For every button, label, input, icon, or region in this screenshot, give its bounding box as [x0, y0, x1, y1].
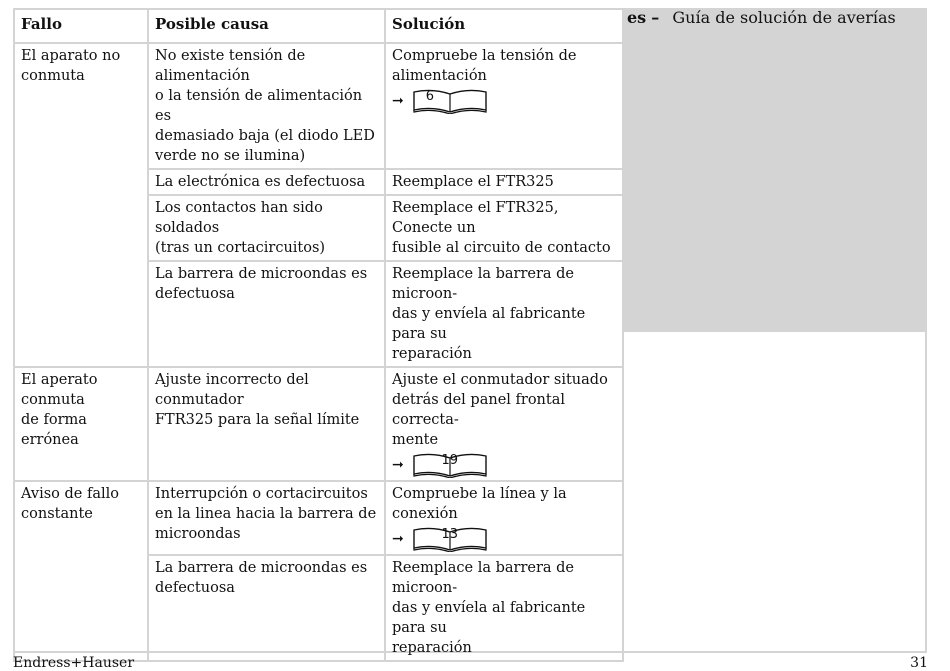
right-arrow-icon: ➞: [392, 531, 404, 547]
page-reference: [392, 452, 616, 478]
cause-text: La electrónica es defectuosa: [155, 174, 366, 190]
fault-text: Aviso de fallo constante: [21, 486, 119, 522]
header-cause: Posible causa: [148, 9, 385, 43]
cause-cell: [148, 481, 385, 555]
page-number: 31: [910, 655, 928, 671]
fault-cell: [14, 367, 148, 481]
section-dash: –: [651, 8, 660, 27]
troubleshooting-table: [13, 8, 624, 662]
cause-cell: [148, 195, 385, 261]
solution-cell: [385, 481, 623, 555]
fault-cell: [14, 43, 148, 367]
cause-text: Los contactos han sido soldados (tras un cortacircuitos): [155, 200, 326, 256]
section-language: es: [627, 8, 647, 27]
page-reference-number: 6: [425, 89, 435, 104]
section-side-panel: [622, 8, 927, 332]
solution-text: Reemplace la barrera de microon- das y envíela al fabricante para su reparación: [392, 266, 586, 362]
cause-text: La barrera de microondas es defectuosa: [155, 560, 368, 596]
page-reference-number: 13: [441, 527, 458, 542]
solution-text: Compruebe la línea y la conexión: [392, 486, 567, 522]
solution-cell: [385, 261, 623, 367]
solution-cell: [385, 43, 623, 169]
cause-cell: [148, 261, 385, 367]
solution-cell: [385, 195, 623, 261]
page-reference: [392, 526, 616, 552]
page-reference-number: 19: [441, 453, 458, 468]
table-row: [14, 43, 623, 169]
open-book-icon: [412, 88, 488, 114]
header-fault: Fallo: [14, 9, 148, 43]
solution-text: Compruebe la tensión de alimentación: [392, 48, 577, 84]
solution-cell: [385, 367, 623, 481]
solution-text: Ajuste el conmutador situado detrás del panel frontal correcta- mente: [392, 372, 608, 448]
cause-text: Ajuste incorrecto del conmutador FTR325 para la señal límite: [155, 372, 360, 428]
section-title: Guía de solución de averías: [672, 8, 896, 27]
section-header: [627, 8, 896, 28]
table-row: [14, 367, 623, 481]
solution-cell: [385, 555, 623, 661]
solution-cell: [385, 169, 623, 195]
cause-cell: [148, 169, 385, 195]
cause-cell: [148, 367, 385, 481]
cause-text: No existe tensión de alimentación o la tensión de alimentación es demasiado baja (el diodo LED verde no se ilumina): [155, 48, 375, 164]
cause-cell: [148, 555, 385, 661]
footer-brand: Endress+Hauser: [13, 655, 135, 671]
page-reference: [392, 88, 616, 114]
right-arrow-icon: ➞: [392, 93, 404, 109]
open-book-icon: [412, 452, 488, 478]
cause-cell: [148, 43, 385, 169]
table-header-row: [14, 9, 623, 43]
open-book-icon: [412, 526, 488, 552]
table-row: [14, 481, 623, 555]
cause-text: La barrera de microondas es defectuosa: [155, 266, 368, 302]
fault-text: El aparato no conmuta: [21, 48, 121, 84]
solution-text: Reemplace el FTR325, Conecte un fusible al circuito de contacto: [392, 200, 611, 256]
cause-text: Interrupción o cortacircuitos en la linea hacia la barrera de microondas: [155, 486, 377, 542]
header-solution: Solución: [385, 9, 623, 43]
fault-cell: [14, 481, 148, 661]
right-arrow-icon: ➞: [392, 457, 404, 473]
fault-text: El aperato conmuta de forma errónea: [21, 372, 98, 448]
solution-text: Reemplace la barrera de microon- das y envíela al fabricante para su reparación: [392, 560, 586, 656]
solution-text: Reemplace el FTR325: [392, 174, 554, 190]
